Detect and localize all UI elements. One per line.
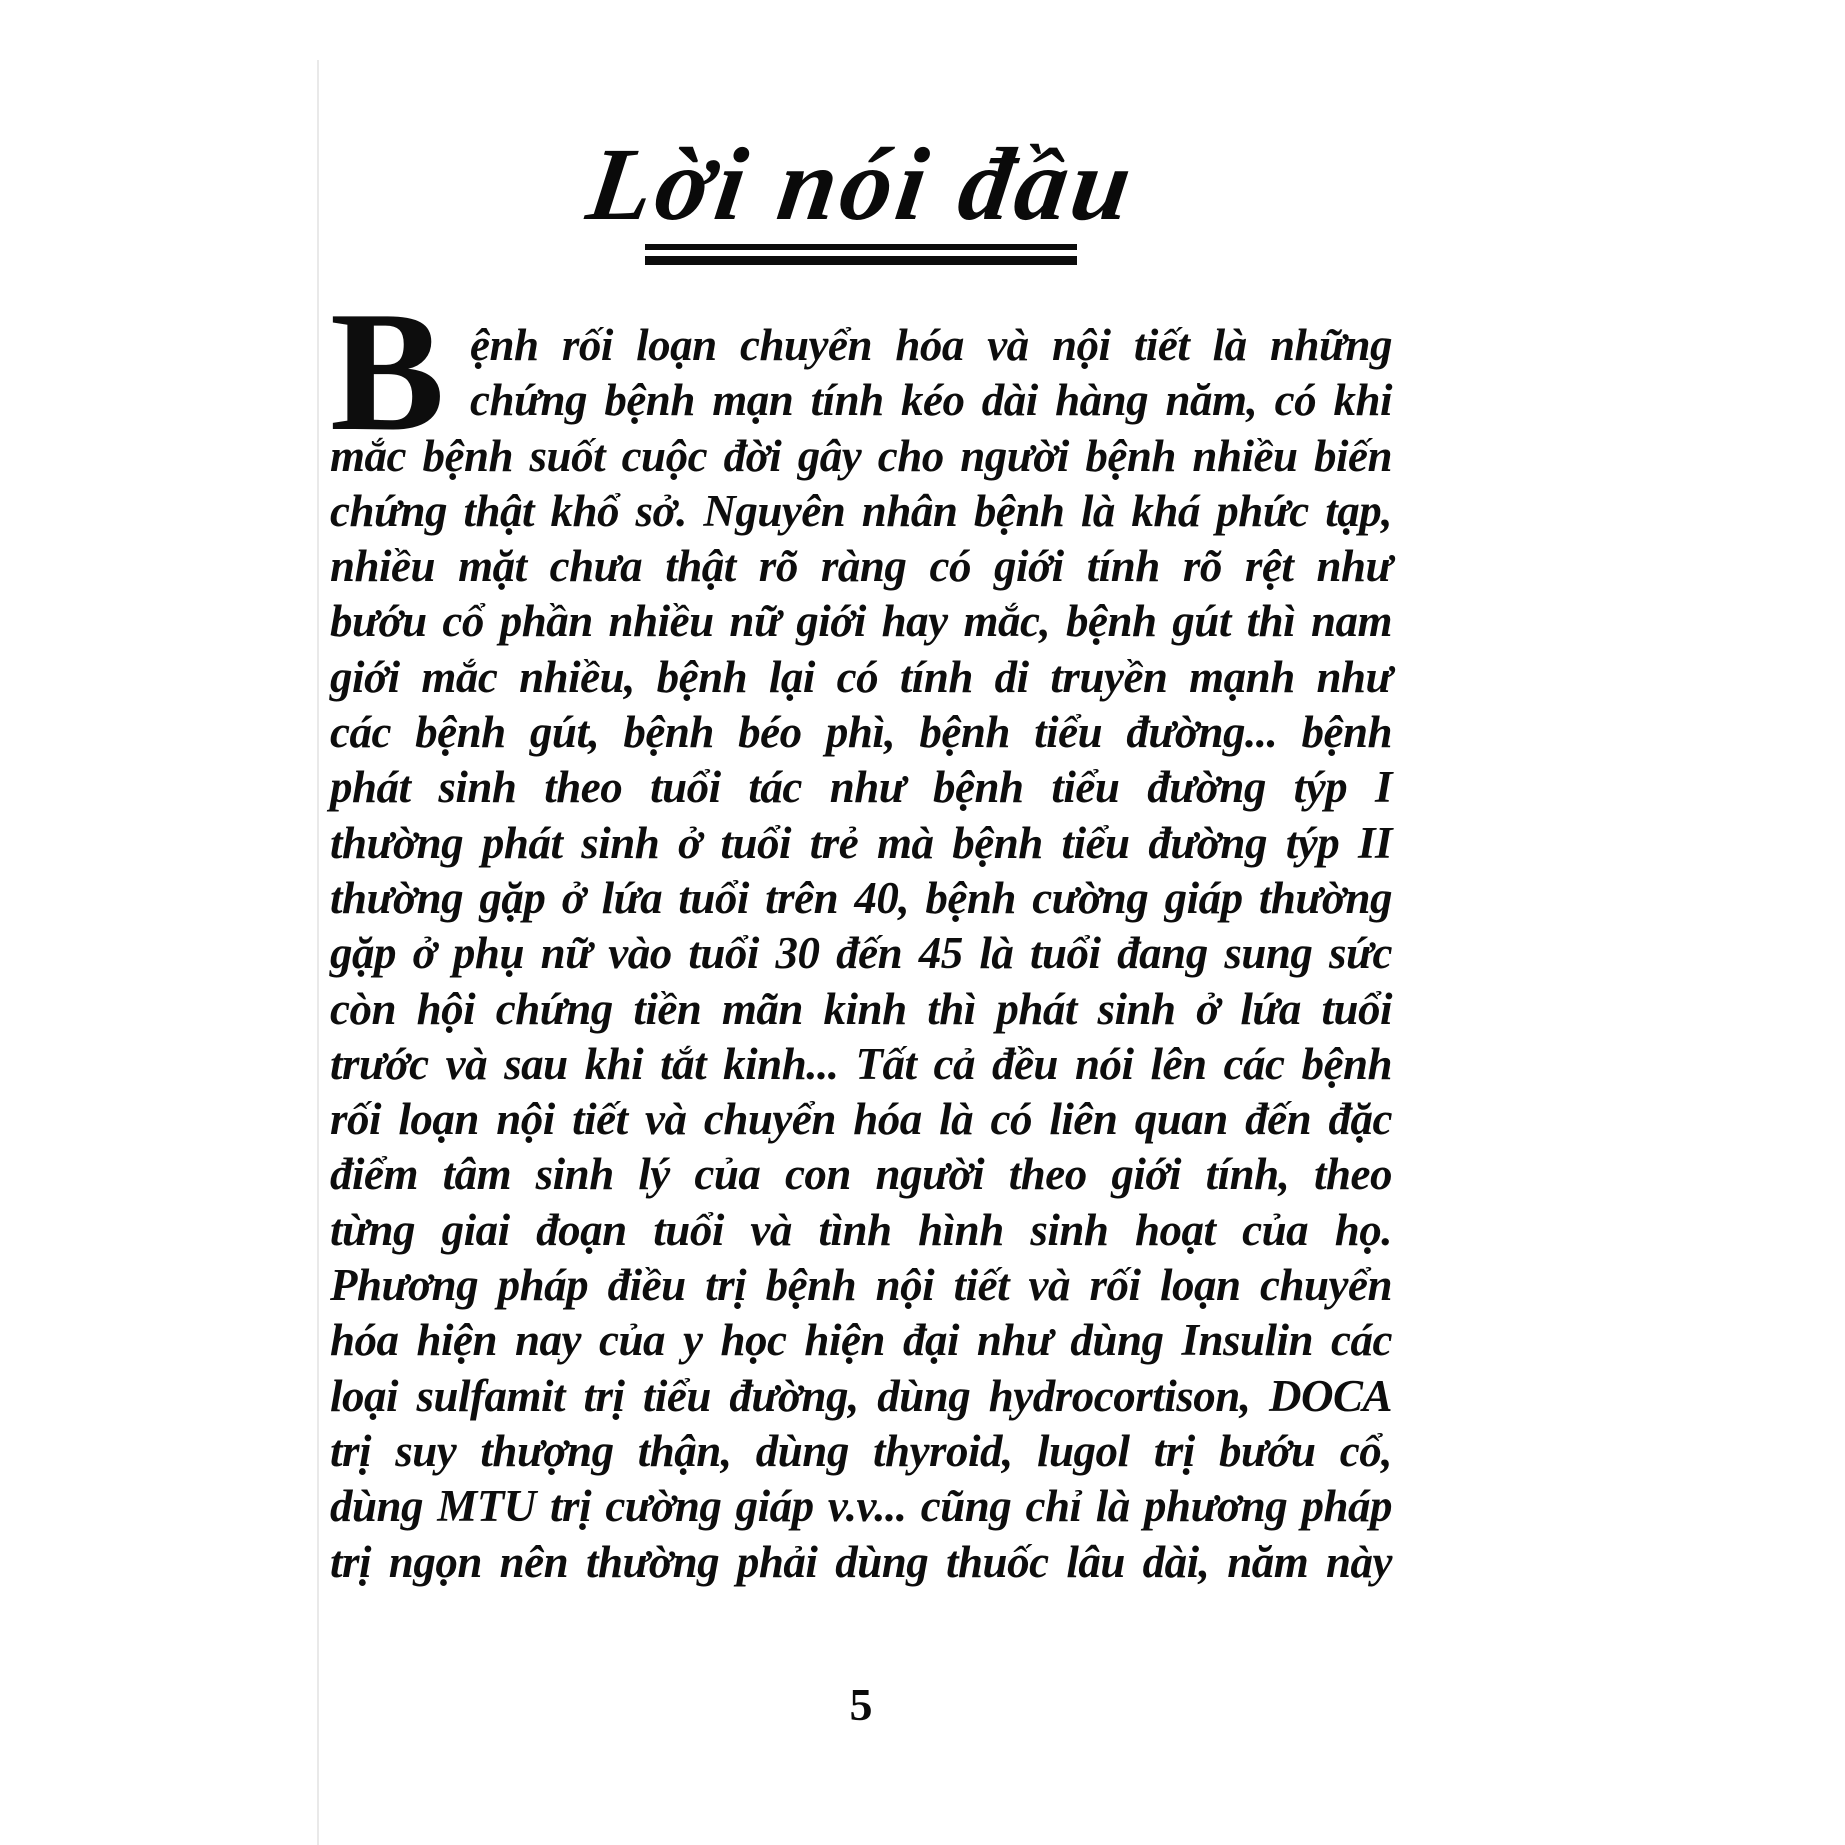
preface-paragraph bbox=[330, 277, 1392, 1590]
title-underline bbox=[645, 244, 1077, 265]
text-line: chứng bệnh mạn tính kéo dài hàng năm, có khi bbox=[470, 375, 1392, 426]
chapter-title-block bbox=[330, 128, 1392, 265]
text-line: trị suy thượng thận, dùng thyroid, lugol trị bướu cổ, bbox=[330, 1425, 1392, 1476]
text-line: phát sinh theo tuổi tác như bệnh tiểu đường týp I bbox=[330, 762, 1392, 813]
text-line: nhiều mặt chưa thật rõ ràng có giới tính rõ rệt như bbox=[330, 541, 1392, 592]
text-line: giới mắc nhiều, bệnh lại có tính di truyền mạnh như bbox=[330, 651, 1392, 702]
page-number: 5 bbox=[849, 1679, 873, 1730]
paragraph-lines bbox=[330, 277, 1392, 1590]
text-line: chứng thật khổ sở. Nguyên nhân bệnh là khá phức tạp, bbox=[330, 485, 1392, 536]
text-line: ệnh rối loạn chuyển hóa và nội tiết là những bbox=[470, 320, 1392, 370]
text-line: mắc bệnh suốt cuộc đời gây cho người bệnh nhiều biến bbox=[330, 430, 1392, 481]
text-line: trị ngọn nên thường phải dùng thuốc lâu dài, năm này bbox=[330, 1536, 1392, 1587]
title-underline-bottom-rule bbox=[645, 256, 1077, 265]
text-line: Phương pháp điều trị bệnh nội tiết và rối loạn chuyển bbox=[330, 1260, 1392, 1311]
chapter-title: Lời nói đầu bbox=[580, 127, 1142, 242]
text-line: còn hội chứng tiền mãn kinh thì phát sinh ở lứa tuổi bbox=[330, 983, 1392, 1034]
scan-artifact-line bbox=[317, 60, 319, 1845]
text-line: dùng MTU trị cường giáp v.v... cũng chỉ là phương pháp bbox=[330, 1481, 1392, 1532]
text-line: hóa hiện nay của y học hiện đại như dùng Insulin các bbox=[330, 1315, 1392, 1366]
text-line: trước và sau khi tắt kinh... Tất cả đều nói lên các bệnh bbox=[330, 1038, 1392, 1089]
text-line: bướu cổ phần nhiều nữ giới hay mắc, bệnh gút thì nam bbox=[330, 596, 1392, 647]
text-line: điểm tâm sinh lý của con người theo giới tính, theo bbox=[330, 1149, 1392, 1200]
text-line: thường phát sinh ở tuổi trẻ mà bệnh tiểu đường týp II bbox=[330, 817, 1392, 868]
text-line: các bệnh gút, bệnh béo phì, bệnh tiểu đường... bệnh bbox=[330, 707, 1392, 758]
text-line: từng giai đoạn tuổi và tình hình sinh hoạt của họ. bbox=[330, 1204, 1392, 1255]
text-line: loại sulfamit trị tiểu đường, dùng hydrocortison, DOCA bbox=[330, 1370, 1392, 1421]
text-line: gặp ở phụ nữ vào tuổi 30 đến 45 là tuổi đang sung sức bbox=[330, 928, 1392, 979]
page-content bbox=[330, 0, 1392, 1845]
drop-cap: B bbox=[330, 277, 445, 467]
text-line: rối loạn nội tiết và chuyển hóa là có liên quan đến đặc bbox=[330, 1094, 1392, 1145]
text-line: thường gặp ở lứa tuổi trên 40, bệnh cường giáp thường bbox=[330, 872, 1392, 923]
